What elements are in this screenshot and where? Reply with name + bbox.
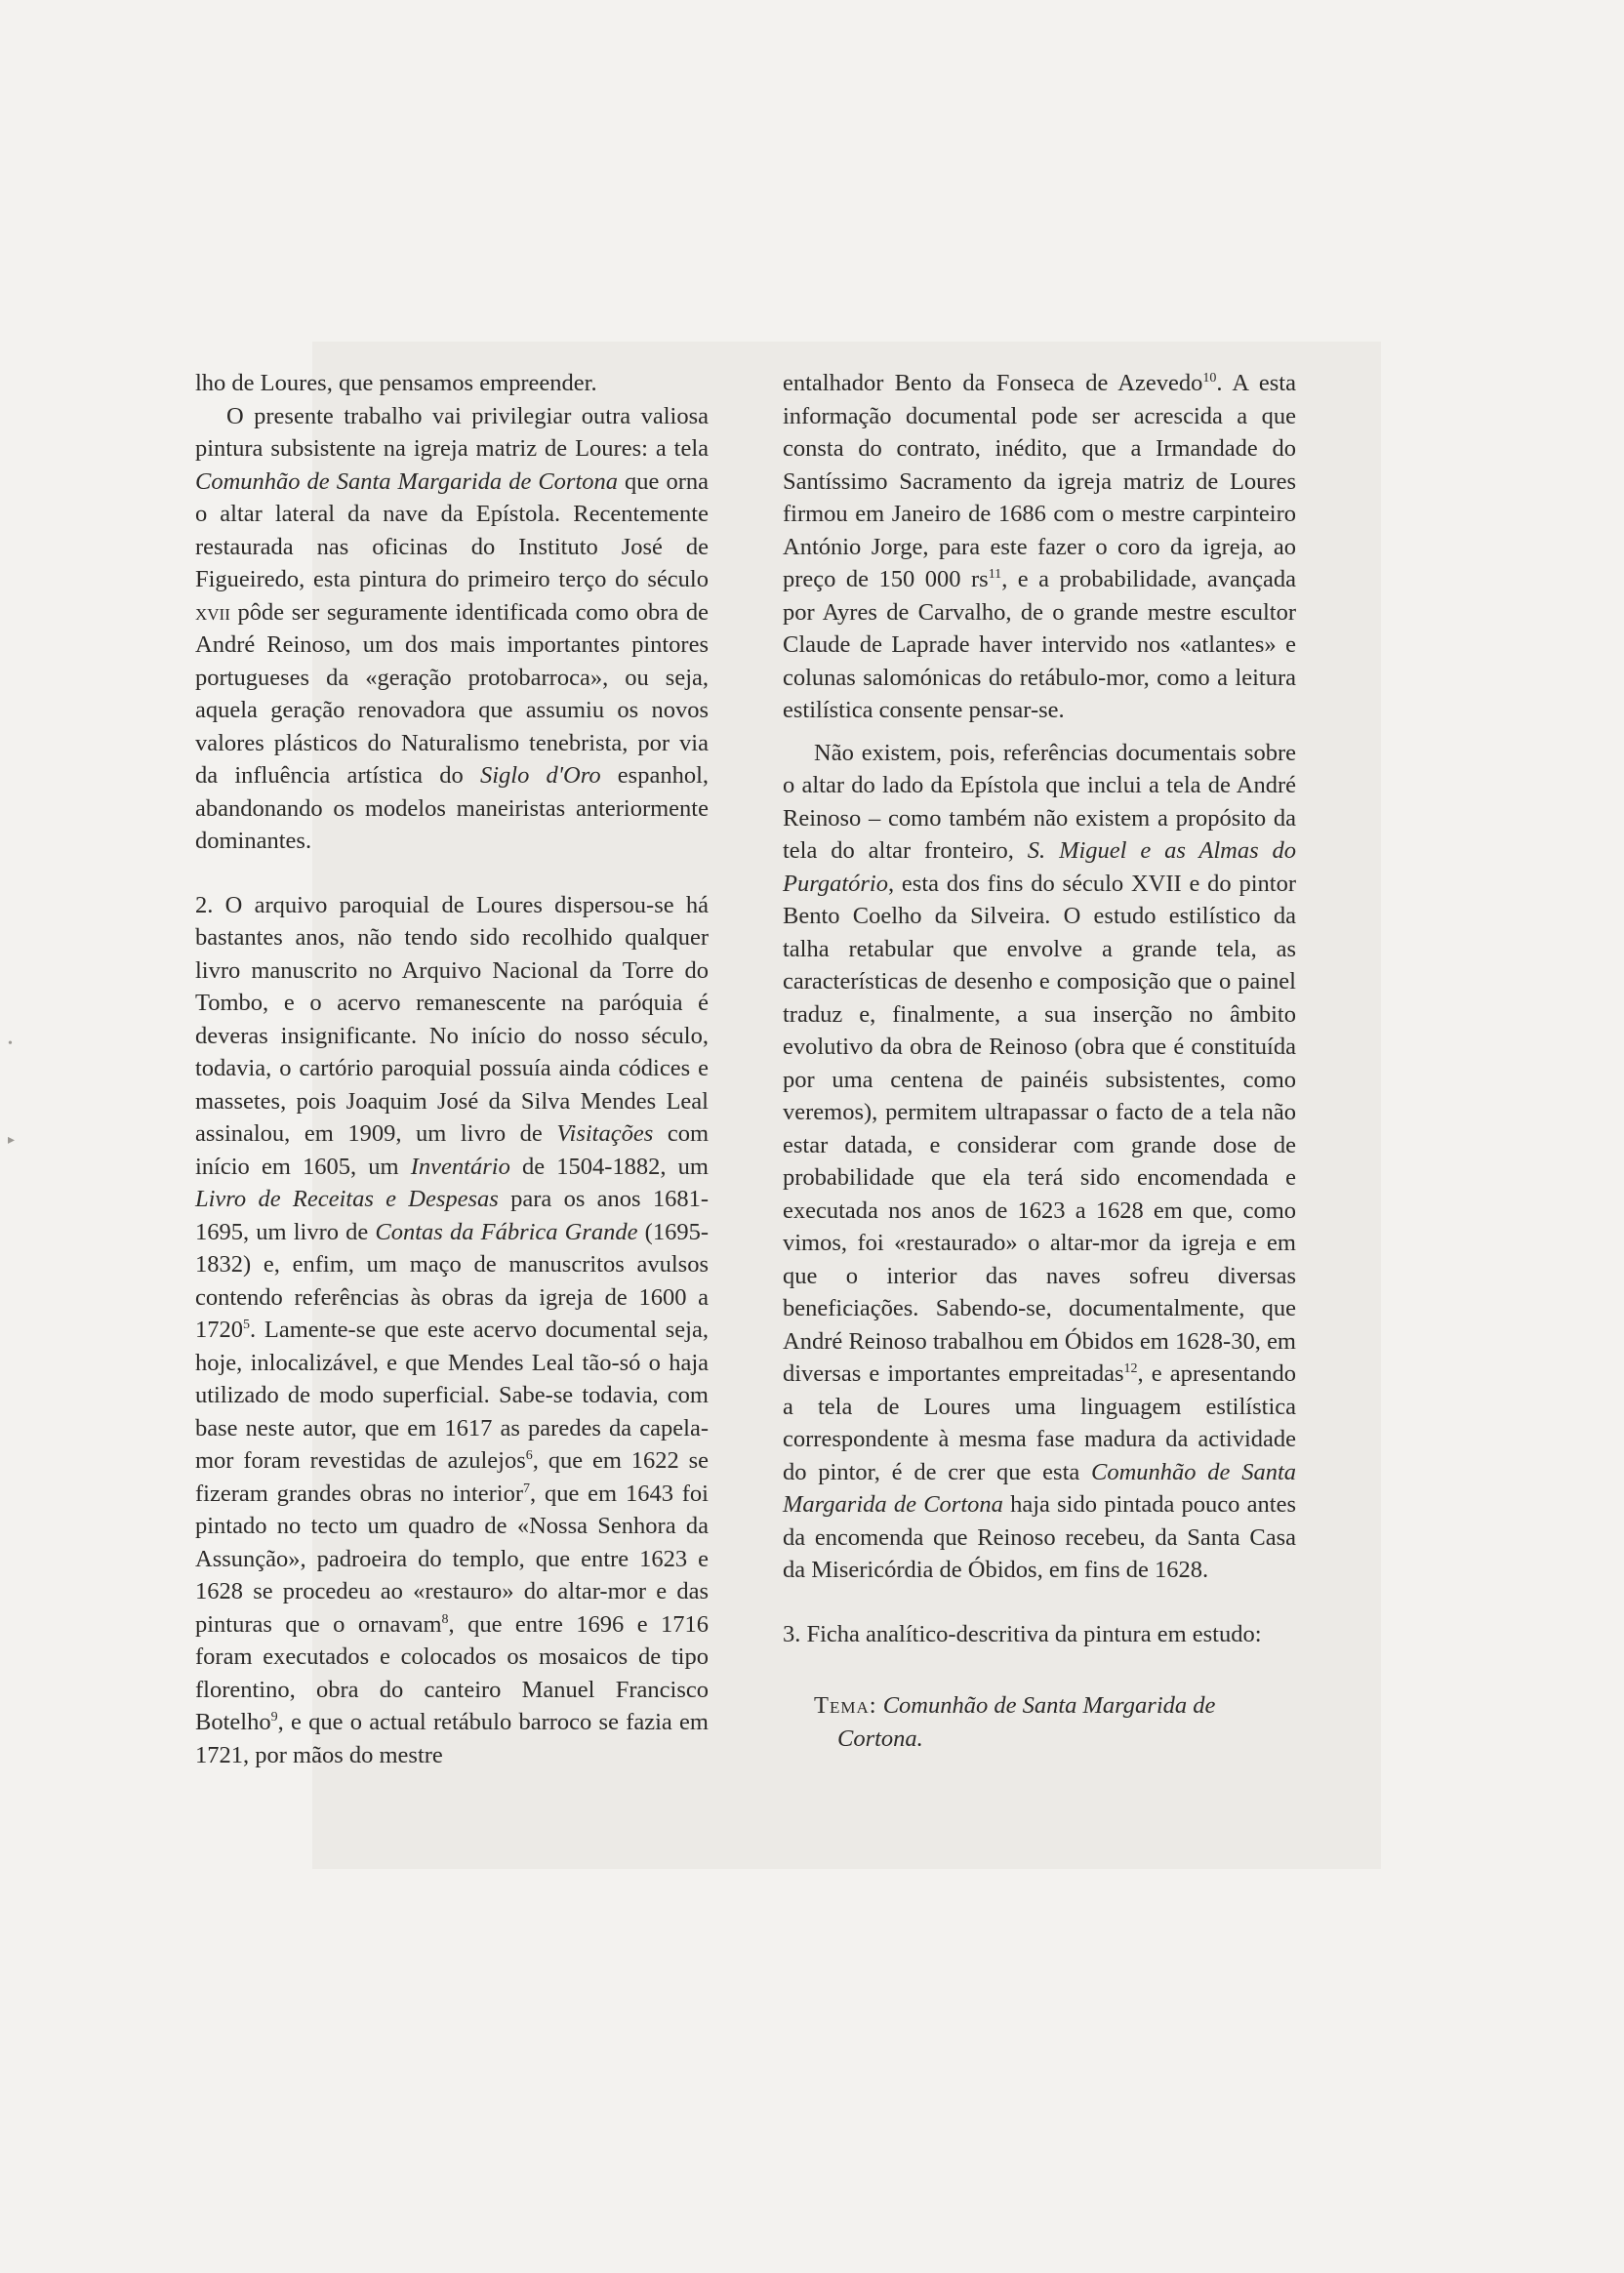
text-run: espanhol, abandonando os modelos maneiristas anteriormente dominantes. bbox=[195, 762, 710, 854]
text-run: Não existem, pois, referências documentais sobre o altar do lado da Epístola que inclui a tela de André Reinoso – como também não existem a propósito da tela do altar fronteiro, bbox=[783, 739, 1296, 864]
text-run: , esta dos fins do século XVII e do pintor Bento Coelho da Silveira. O estudo estilístico da talha retabular que envolve a grande tela, as características de desenho e composição que o painel traduz e, finalmente, a sua inserção no âmbito evolutivo da obra de Reinoso (obra que é constituída por uma centena de painéis subsistentes, como veremos), permitem ultrapassar o facto de a tela não estar datada, e considerar com grande dose de probabilidade que ela terá sido encomendada e executada nos anos de 1623 a 1628 em que, como vimos, foi «restaurado» o altar-mor da igreja e em que o interior das naves sofreu diversas beneficiações. Sabendo-se, documentalmente, que André Reinoso trabalhou em Óbidos em 1628-30, em diversas e importantes empreitadas bbox=[783, 870, 1296, 1387]
text-run: . Lamente-se que este acervo documental seja, hoje, inlocalizável, e que Mendes Leal tão-só o haja utilizado de modo superficial. Sabe-se todavia, com base neste autor, que em 1617 as paredes da capela-mor foram revestidas de azulejos bbox=[195, 1317, 709, 1474]
century-numeral: xvii bbox=[195, 598, 230, 626]
paragraph-continuation: lho de Loures, que pensamos empreender. bbox=[195, 370, 597, 396]
text-run: O presente trabalho vai privilegiar outra valiosa pintura subsistente na igreja matriz de Loures: a tela bbox=[195, 402, 709, 462]
text-run: , que em 1643 foi pintado no tecto um quadro de «Nossa Senhora da Assunção», padroeira do templo, que entre 1623 e 1628 se procedeu ao «restauro» do altar-mor e das pinturas que o ornavam bbox=[195, 1480, 709, 1638]
text-run: haja sido pintada pouco antes da encomenda que Reinoso recebeu, da Santa Casa da Misericórdia de Óbidos, em fins de 1628. bbox=[783, 1491, 1296, 1583]
paragraph-presente-trabalho bbox=[195, 400, 709, 858]
footnote-ref-5: 5 bbox=[243, 1317, 250, 1332]
book-title-visitacoes: Visitações bbox=[556, 1120, 654, 1147]
text-run: , que em 1622 se fizeram grandes obras no interior bbox=[195, 1447, 710, 1507]
book-title-contas: Contas da Fábrica Grande bbox=[375, 1218, 638, 1245]
footnote-ref-6: 6 bbox=[525, 1447, 533, 1463]
tema-label: Tema: bbox=[814, 1692, 877, 1719]
text-run: , e apresentando a tela de Loures uma linguagem estilística correspondente à mesma fase madura da actividade do pintor, é de crer que esta bbox=[783, 1360, 1297, 1485]
siglo-de-oro: Siglo d'Oro bbox=[479, 762, 601, 789]
text-run: que orna o altar lateral da nave da Epístola. Recentemente restaurada nas oficinas do Instituto José de Figueiredo, esta pintura do primeiro terço do século bbox=[195, 467, 709, 592]
text-run: , que entre 1696 e 1716 foram executados e colocados os mosaicos de tipo florentino, obra do canteiro Manuel Francisco Botelho bbox=[195, 1610, 709, 1735]
artwork-title: Comunhão de Santa Margarida de Cortona bbox=[783, 1458, 1296, 1518]
text-run: , e a probabilidade, avançada por Ayres de Carvalho, de o grande mestre escultor Claude de Laprade haver intervido nos «atlantes» e colunas salomónicas do retábulo-mor, como a leitura estilística consente pensar-se. bbox=[783, 566, 1296, 723]
margin-mark: ▸ bbox=[8, 1133, 16, 1148]
text-run: 2. O arquivo paroquial de Loures dispersou-se há bastantes anos, não tendo sido recolhido qualquer livro manuscrito no Arquivo Nacional da Torre do Tombo, e o acervo remanescente na paróquia é deveras insignificante. No início do nosso século, todavia, o cartório paroquial possuía ainda códices e massetes, pois Joaquim José da Silva Mendes Leal assinalou, em 1909, um livro de bbox=[195, 891, 709, 1147]
section-2-paragraph bbox=[195, 889, 709, 1772]
paragraph-entalhador bbox=[783, 367, 1296, 727]
paragraph-nao-existem bbox=[783, 737, 1296, 1587]
artwork-title: Comunhão de Santa Margarida de Cortona bbox=[195, 467, 619, 495]
text-run: com início em 1605, um bbox=[195, 1120, 709, 1180]
text-run: , e que o actual retábulo barroco se fazia em 1721, por mãos do mestre bbox=[195, 1709, 709, 1768]
artwork-title-sao-miguel: S. Miguel e as Almas do Purgatório bbox=[783, 837, 1296, 897]
tema-value: Comunhão de Santa Margarida de bbox=[882, 1692, 1216, 1719]
footnote-ref-12: 12 bbox=[1123, 1360, 1138, 1376]
tema-value-continued: Cortona. bbox=[837, 1725, 923, 1752]
book-title-inventario: Inventário bbox=[410, 1153, 510, 1180]
tema-entry bbox=[814, 1689, 1296, 1755]
right-column bbox=[783, 367, 1296, 1755]
book-title-receitas: Livro de Receitas e Despesas bbox=[195, 1186, 499, 1212]
footnote-ref-8: 8 bbox=[441, 1611, 449, 1627]
footnote-ref-10: 10 bbox=[1202, 370, 1217, 386]
footnote-ref-7: 7 bbox=[523, 1481, 531, 1496]
text-run: para os anos 1681-1695, um livro de bbox=[195, 1186, 710, 1245]
text-run: entalhador Bento da Fonseca de Azevedo bbox=[783, 370, 1203, 396]
left-column bbox=[195, 367, 709, 1771]
text-run: pôde ser seguramente identificada como obra de André Reinoso, um dos mais importantes pintores portugueses da «geração protobarroca», ou seja, aquela geração renovadora que assumiu os novos valores plásticos do Naturalismo tenebrista, por via da influência artística do bbox=[195, 598, 709, 789]
margin-mark: • bbox=[8, 1036, 13, 1051]
text-run: (1695-1832) e, enfim, um maço de manuscritos avulsos contendo referências às obras da igreja de 1600 a 1720 bbox=[195, 1218, 709, 1343]
text-run: . A esta informação documental pode ser acrescida a que consta do contrato, inédito, que a Irmandade do Santíssimo Sacramento da igreja matriz de Loures firmou em Janeiro de 1686 com o mestre carpinteiro António Jorge, para este fazer o coro da igreja, ao preço de 150 000 rs bbox=[783, 370, 1296, 592]
footnote-ref-11: 11 bbox=[988, 566, 1002, 582]
footnote-ref-9: 9 bbox=[270, 1709, 278, 1725]
section-3-heading: 3. Ficha analítico-descritiva da pintura em estudo: bbox=[783, 1620, 1262, 1647]
text-run: de 1504-1882, um bbox=[509, 1153, 709, 1180]
